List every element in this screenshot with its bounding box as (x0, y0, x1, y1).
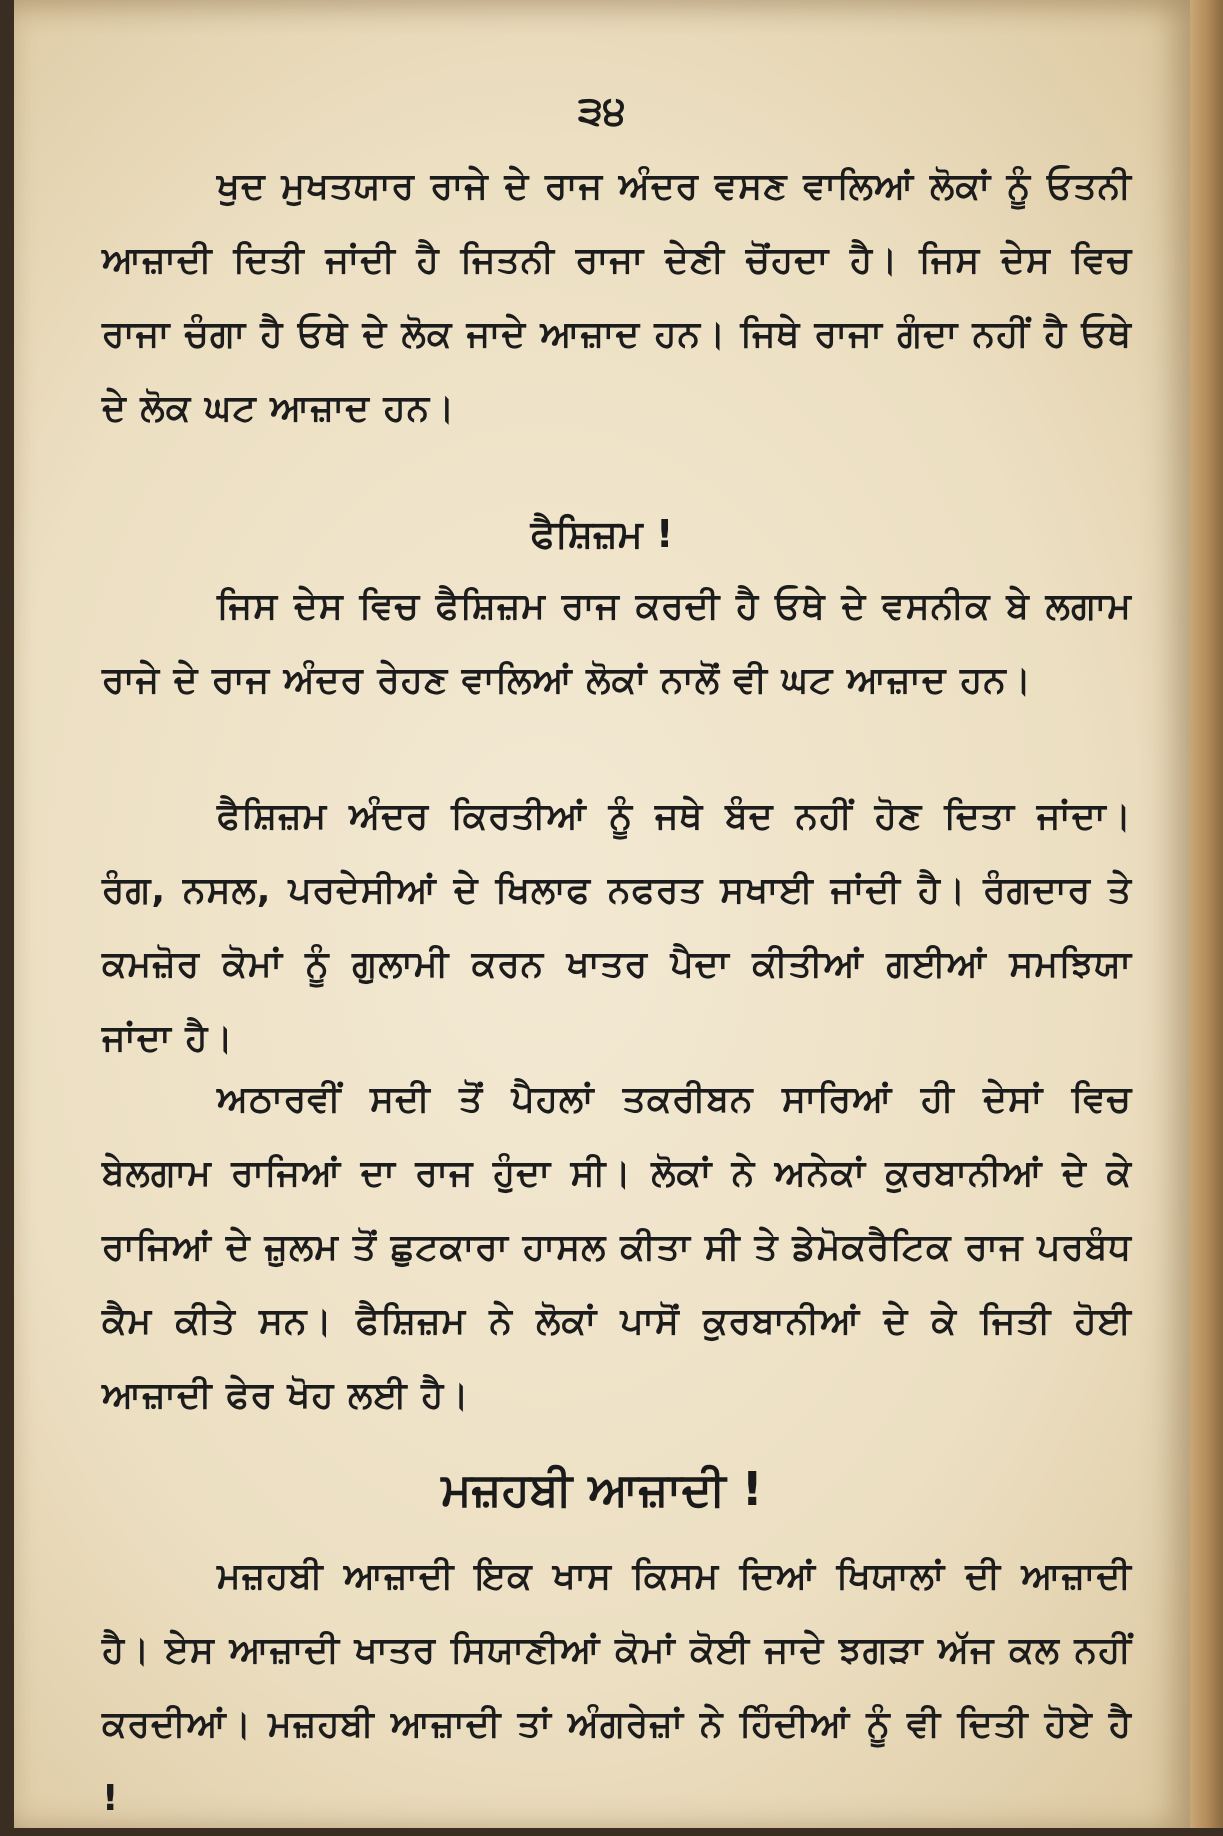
page-number: ੩੪ (578, 88, 626, 134)
paragraph-religious-freedom: ਮਜ਼ਹਬੀ ਆਜ਼ਾਦੀ ਇਕ ਖਾਸ ਕਿਸਮ ਦਿਆਂ ਖਿਯਾਲਾਂ ਦੀ ਆਜ਼ਾਦੀ ਹੈ। ਏਸ ਆਜ਼ਾਦੀ ਖਾਤਰ ਸਿਯਾਣੀਆਂ ਕੋਮਾਂ ਕੋਈ ਜਾਦੇ ਝਗੜਾ ਅੱਜ ਕਲ ਨਹੀਂ ਕਰਦੀਆਂ। ਮਜ਼ਹਬੀ ਆਜ਼ਾਦੀ ਤਾਂ ਅੰਗਰੇਜ਼ਾਂ ਨੇ ਹਿੰਦੀਆਂ ਨੂੰ ਵੀ ਦਿਤੀ ਹੋਏ ਹੈ ! (102, 1556, 1132, 1819)
paragraph-fascism-intro: ਜਿਸ ਦੇਸ ਵਿਚ ਫੈਸ਼ਿਜ਼ਮ ਰਾਜ ਕਰਦੀ ਹੈ ਓਥੇ ਦੇ ਵਸਨੀਕ ਬੇ ਲਗਾਮ ਰਾਜੇ ਦੇ ਰਾਜ ਅੰਦਰ ਰੇਹਣ ਵਾਲਿਆਂ ਲੋਕਾਂ ਨਾਲੋਂ ਵੀ ਘਟ ਆਜ਼ਾਦ ਹਨ। (102, 586, 1132, 701)
paragraph-eighteenth-century: ਅਠਾਰਵੀਂ ਸਦੀ ਤੋਂ ਪੈਹਲਾਂ ਤਕਰੀਬਨ ਸਾਰਿਆਂ ਹੀ ਦੇਸਾਂ ਵਿਚ ਬੇਲਗਾਮ ਰਾਜਿਆਂ ਦਾ ਰਾਜ ਹੁੰਦਾ ਸੀ। ਲੋਕਾਂ ਨੇ ਅਨੇਕਾਂ ਕੁਰਬਾਨੀਆਂ ਦੇ ਕੇ ਰਾਜਿਆਂ ਦੇ ਜ਼ੁਲਮ ਤੋਂ ਛੁਟਕਾਰਾ ਹਾਸਲ ਕੀਤਾ ਸੀ ਤੇ ਡੇਮੋਕਰੈਟਿਕ ਰਾਜ ਪਰਬੰਧ ਕੈਮ ਕੀਤੇ ਸਨ। ਫੈਸ਼ਿਜ਼ਮ ਨੇ ਲੋਕਾਂ ਪਾਸੋਂ ਕੁਰਬਾਨੀਆਂ ਦੇ ਕੇ ਜਿਤੀ ਹੋਈ ਆਜ਼ਾਦੀ ਫੇਰ ਖੋਹ ਲਈ ਹੈ। (102, 1079, 1132, 1416)
paragraph-absolute-ruler: ਖੁਦ ਮੁਖਤਯਾਰ ਰਾਜੇ ਦੇ ਰਾਜ ਅੰਦਰ ਵਸਣ ਵਾਲਿਆਂ ਲੋਕਾਂ ਨੂੰ ਓਤਨੀ ਆਜ਼ਾਦੀ ਦਿਤੀ ਜਾਂਦੀ ਹੈ ਜਿਤਨੀ ਰਾਜਾ ਦੇਣੀ ਚੋਂਹਦਾ ਹੈ। ਜਿਸ ਦੇਸ ਵਿਚ ਰਾਜਾ ਚੰਗਾ ਹੈ ਓਥੇ ਦੇ ਲੋਕ ਜਾਦੇ ਆਜ਼ਾਦ ਹਨ। ਜਿਥੇ ਰਾਜਾ ਗੰਦਾ ਨਹੀਂ ਹੈ ਓਥੇ ਦੇ ਲੋਕ ਘਟ ਆਜ਼ਾਦ ਹਨ। (102, 166, 1132, 429)
book-spine-edge (1190, 0, 1223, 1828)
paragraph-fascism-workers: ਫੈਸ਼ਿਜ਼ਮ ਅੰਦਰ ਕਿਰਤੀਆਂ ਨੂੰ ਜਥੇ ਬੰਦ ਨਹੀਂ ਹੋਣ ਦਿਤਾ ਜਾਂਦਾ। ਰੰਗ, ਨਸਲ, ਪਰਦੇਸੀਆਂ ਦੇ ਖਿਲਾਫ ਨਫਰਤ ਸਖਾਈ ਜਾਂਦੀ ਹੈ। ਰੰਗਦਾਰ ਤੇ ਕਮਜ਼ੋਰ ਕੋਮਾਂ ਨੂੰ ਗੁਲਾਮੀ ਕਰਨ ਖਾਤਰ ਪੈਦਾ ਕੀਤੀਆਂ ਗਈਆਂ ਸਮਝਿਯਾ ਜਾਂਦਾ ਹੈ। (102, 796, 1132, 1059)
book-page (14, 0, 1190, 1828)
heading-religious-freedom: ਮਜ਼ਹਬੀ ਆਜ਼ਾਦੀ ! (441, 1462, 763, 1516)
heading-fascism: ਫੈਸ਼ਿਜ਼ਮ ! (530, 512, 674, 556)
